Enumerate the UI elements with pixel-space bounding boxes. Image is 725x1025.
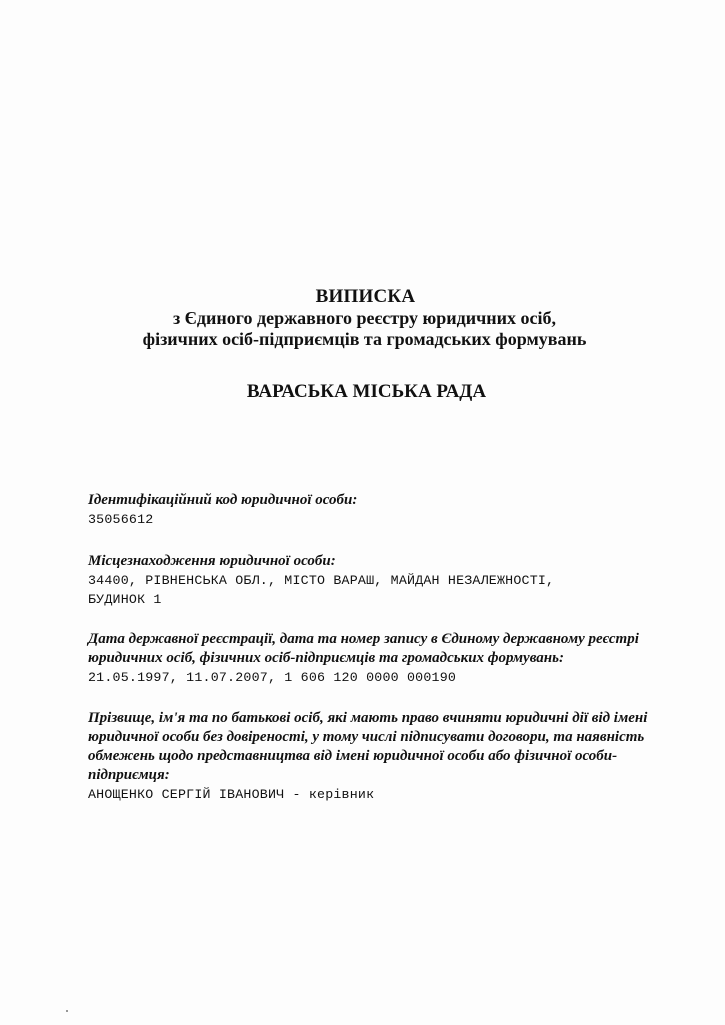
registration-label: Дата державної реєстрації, дата та номер запису в Єдиному державному реєстрі юридичних осіб, фізичних осіб-підприємців та громадських формувань: <box>88 631 639 666</box>
document-subtitle-line-1: з Єдиного державного реєстру юридичних осіб, <box>172 308 557 328</box>
entity-name: ВАРАСЬКА МІСЬКА РАДА <box>246 381 487 402</box>
document-header <box>0 286 725 350</box>
document-title: ВИПИСКА <box>315 286 416 307</box>
authorized-persons-label: Прізвище, ім'я та по батькові осіб, які мають право вчиняти юридичні дії від імені юридичної особи без довіреності, у тому числі підписувати договори, та наявність обмежень щодо представництва від імені юридичної особи або фізичної особи-підприємця: <box>88 710 648 783</box>
authorized-persons-section <box>88 709 688 804</box>
authorized-persons-value: АНОЩЕНКО СЕРГІЙ ІВАНОВИЧ - керівник <box>88 787 375 802</box>
registration-section <box>88 630 688 687</box>
location-value: 34400, РІВНЕНСЬКА ОБЛ., МІСТО ВАРАШ, МАЙДАН НЕЗАЛЕЖНОСТІ, БУДИНОК 1 <box>88 573 555 607</box>
document-subtitle-line-2: фізичних осіб-підприємців та громадських формувань <box>142 329 587 349</box>
identification-code-label: Ідентифікаційний код юридичної особи: <box>88 492 358 508</box>
location-section <box>88 552 688 609</box>
identification-code-section <box>88 491 688 529</box>
registration-value: 21.05.1997, 11.07.2007, 1 606 120 0000 000190 <box>88 670 457 685</box>
location-label: Місцезнаходження юридичної особи: <box>88 553 336 569</box>
scan-speck <box>66 1010 68 1012</box>
identification-code-value: 35056612 <box>88 512 154 527</box>
